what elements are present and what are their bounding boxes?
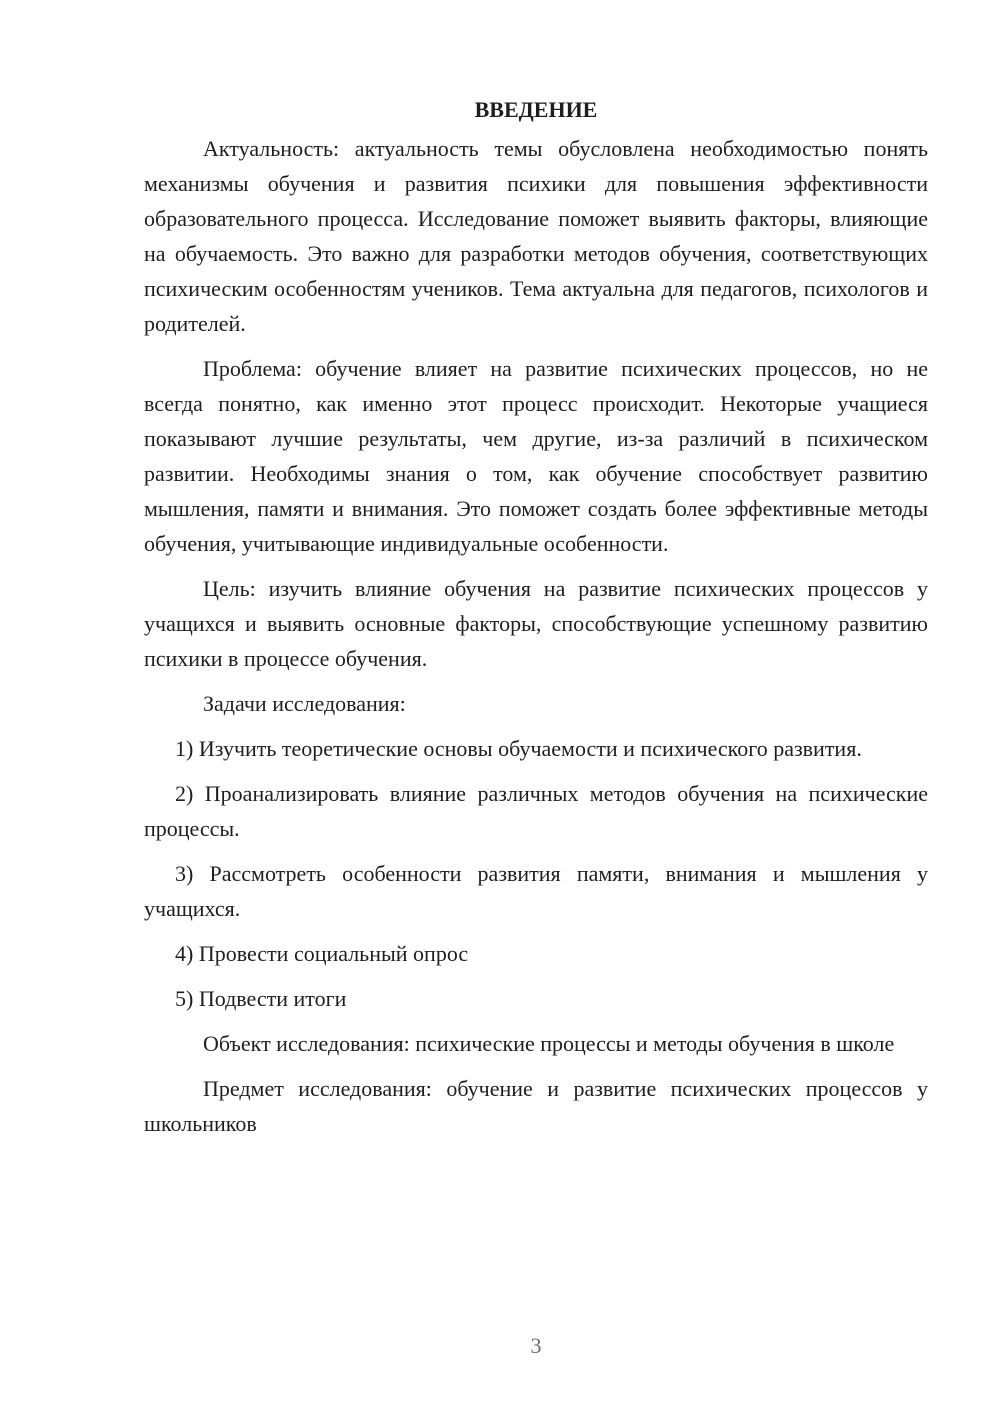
task-item-1: 1) Изучить теоретические основы обучаемости и психического развития. xyxy=(175,736,862,761)
paragraph-goal: Цель: изучить влияние обучения на развитие психических процессов у учащихся и выявить основные факторы, способствующие успешному развитию психики в процессе обучения. xyxy=(144,576,928,671)
research-subject: Предмет исследования: обучение и развитие психических процессов у школьников xyxy=(144,1076,928,1136)
task-item-5: 5) Подвести итоги xyxy=(175,986,347,1011)
task-item-3: 3) Рассмотреть особенности развития памяти, внимания и мышления у учащихся. xyxy=(144,861,928,921)
page-number: 3 xyxy=(530,1333,542,1358)
tasks-heading: Задачи исследования: xyxy=(203,691,406,716)
page-title: ВВЕДЕНИЕ xyxy=(474,97,598,122)
research-object: Объект исследования: психические процессы и методы обучения в школе xyxy=(203,1031,895,1056)
page-content xyxy=(144,92,928,1151)
task-item-4: 4) Провести социальный опрос xyxy=(175,941,469,966)
paragraph-relevance: Актуальность: актуальность темы обусловлена необходимостью понять механизмы обучения и развития психики для повышения эффективности образовательного процесса. Исследование поможет выявить факторы, влияющие на обучаемость. Это важно для разработки методов обучения, соответствующих психическим особенностям учеников. Тема актуальна для педагогов, психологов и родителей. xyxy=(144,136,928,336)
task-item-2: 2) Проанализировать влияние различных методов обучения на психические процессы. xyxy=(144,781,928,841)
paragraph-problem: Проблема: обучение влияет на развитие психических процессов, но не всегда понятно, как именно этот процесс происходит. Некоторые учащиеся показывают лучшие результаты, чем другие, из-за различий в психическом развитии. Необходимы знания о том, как обучение способствует развитию мышления, памяти и внимания. Это поможет создать более эффективные методы обучения, учитывающие индивидуальные особенности. xyxy=(144,356,928,556)
